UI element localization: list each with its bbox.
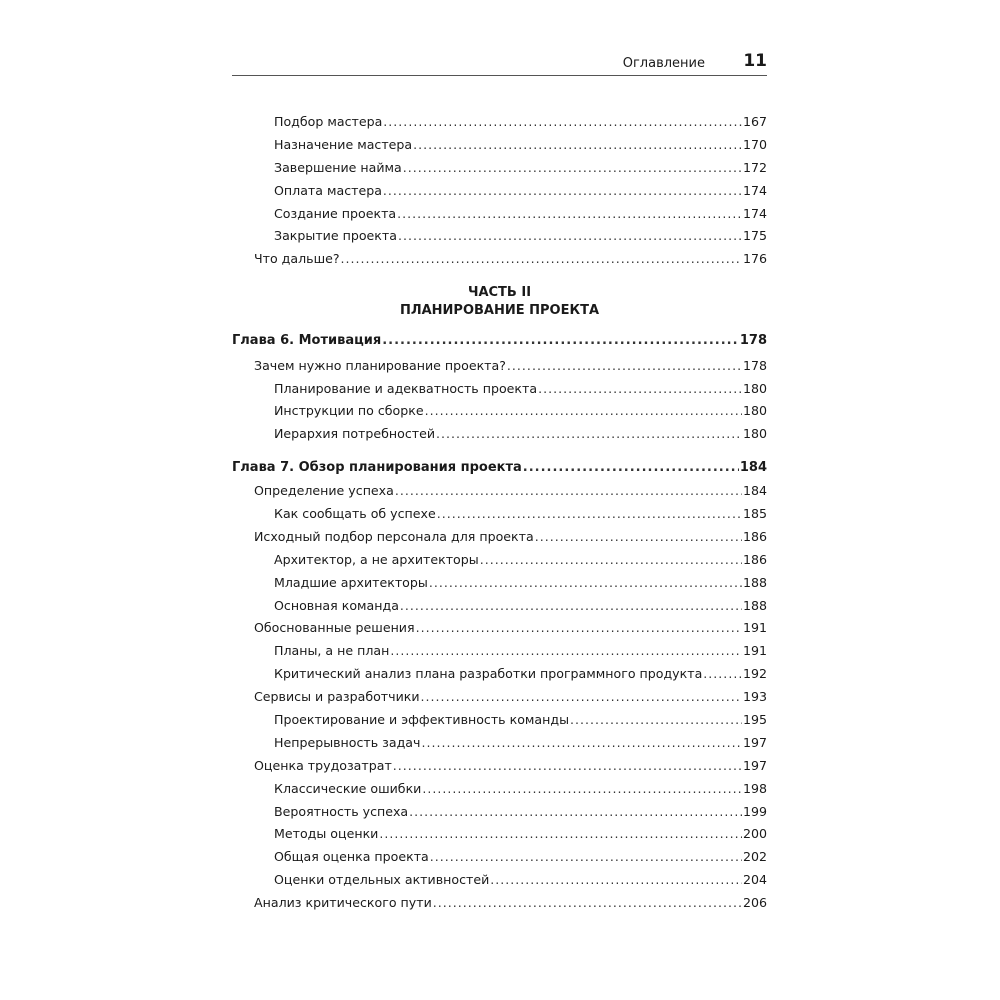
toc-entry-label: Назначение мастера xyxy=(274,136,413,152)
toc-entry-label: Планирование и адекватность проекта xyxy=(274,380,538,396)
toc-entry[interactable] xyxy=(232,686,767,709)
toc-entry-label: Планы, а не план xyxy=(274,643,390,659)
toc-entry-label: Иерархия потребностей xyxy=(274,426,436,442)
toc-entry-label: Архитектор, а не архитекторы xyxy=(274,551,479,567)
toc-entry[interactable] xyxy=(232,572,767,595)
toc-entry-page: 206 xyxy=(742,895,767,911)
dot-leader xyxy=(379,823,742,846)
toc-entry-page: 180 xyxy=(742,403,767,419)
toc-entry-label: Классические ошибки xyxy=(274,780,422,796)
toc-entry-page: 184 xyxy=(739,460,767,476)
toc-entry-page: 174 xyxy=(742,205,767,221)
table-of-contents xyxy=(232,111,767,915)
dot-leader xyxy=(393,755,742,778)
toc-entry-page: 185 xyxy=(742,505,767,521)
dot-leader xyxy=(403,157,742,180)
toc-entry-page: 178 xyxy=(742,357,767,373)
toc-entry-page: 197 xyxy=(742,734,767,750)
toc-list-part xyxy=(232,330,767,915)
toc-chapter-entry[interactable] xyxy=(232,457,767,480)
toc-entry[interactable] xyxy=(232,225,767,248)
toc-entry-page: 200 xyxy=(742,826,767,842)
toc-entry[interactable] xyxy=(232,709,767,732)
dot-leader xyxy=(535,526,742,549)
toc-entry[interactable] xyxy=(232,203,767,226)
toc-entry-label: Глава 7. Обзор планирования проекта xyxy=(232,460,522,476)
toc-entry[interactable] xyxy=(232,595,767,618)
dot-leader xyxy=(416,617,742,640)
dot-leader xyxy=(538,378,742,401)
toc-entry-page: 180 xyxy=(742,426,767,442)
dot-leader xyxy=(383,180,742,203)
toc-entry-label: Сервисы и разработчики xyxy=(254,689,420,705)
dot-leader xyxy=(413,134,742,157)
dot-leader xyxy=(397,203,742,226)
dot-leader xyxy=(703,663,742,686)
toc-entry[interactable] xyxy=(232,640,767,663)
toc-entry[interactable] xyxy=(232,378,767,401)
toc-entry[interactable] xyxy=(232,755,767,778)
toc-entry[interactable] xyxy=(232,801,767,824)
toc-list-top xyxy=(232,111,767,271)
toc-entry-page: 167 xyxy=(742,114,767,129)
toc-entry-page: 198 xyxy=(742,780,767,796)
toc-entry-page: 178 xyxy=(739,333,767,349)
toc-entry[interactable] xyxy=(232,157,767,180)
toc-entry-page: 192 xyxy=(742,666,767,682)
toc-entry-label: Зачем нужно планирование проекта? xyxy=(254,357,506,373)
toc-entry[interactable] xyxy=(232,180,767,203)
dot-leader xyxy=(570,709,742,732)
toc-entry[interactable] xyxy=(232,355,767,378)
toc-entry[interactable] xyxy=(232,400,767,423)
dot-leader xyxy=(430,846,742,869)
toc-entry-label: Методы оценки xyxy=(274,826,379,842)
toc-entry-label: Вероятность успеха xyxy=(274,803,409,819)
toc-entry-label: Непрерывность задач xyxy=(274,734,421,750)
toc-entry-page: 186 xyxy=(742,551,767,567)
toc-entry-label: Обоснованные решения xyxy=(254,620,415,636)
toc-entry[interactable] xyxy=(232,503,767,526)
toc-entry-label: Младшие архитекторы xyxy=(274,574,428,590)
toc-entry-page: 180 xyxy=(742,380,767,396)
toc-entry[interactable] xyxy=(232,892,767,915)
dot-leader xyxy=(480,549,742,572)
part-heading xyxy=(232,284,767,320)
dot-leader xyxy=(390,640,742,663)
dot-leader xyxy=(395,480,742,503)
toc-entry-label: Завершение найма xyxy=(274,159,402,175)
toc-entry-label: Закрытие проекта xyxy=(274,228,397,244)
toc-entry-page: 172 xyxy=(742,159,767,175)
toc-entry-page: 188 xyxy=(742,597,767,613)
toc-entry-page: 184 xyxy=(742,483,767,499)
toc-entry-page: 191 xyxy=(742,643,767,659)
toc-entry-label: Создание проекта xyxy=(274,205,397,221)
toc-entry-label: Оценки отдельных активностей xyxy=(274,872,490,888)
toc-entry[interactable] xyxy=(232,549,767,572)
toc-entry-page: 186 xyxy=(742,528,767,544)
dot-leader xyxy=(382,330,739,353)
toc-entry-page: 188 xyxy=(742,574,767,590)
running-header-title: Оглавление xyxy=(622,56,705,71)
dot-leader xyxy=(507,355,742,378)
toc-entry-label: Критический анализ плана разработки программного продукта xyxy=(274,666,703,682)
toc-entry-label: Проектирование и эффективность команды xyxy=(274,711,570,727)
dot-leader xyxy=(422,778,742,801)
toc-entry[interactable] xyxy=(232,526,767,549)
toc-entry[interactable] xyxy=(232,846,767,869)
toc-entry-label: Анализ критического пути xyxy=(254,895,432,911)
toc-entry-label: Оплата мастера xyxy=(274,182,382,198)
dot-leader xyxy=(429,572,742,595)
toc-entry-page: 195 xyxy=(742,711,767,727)
toc-entry[interactable] xyxy=(232,480,767,503)
toc-entry[interactable] xyxy=(232,823,767,846)
running-header xyxy=(232,50,767,76)
toc-entry-page: 193 xyxy=(742,689,767,705)
toc-entry-page: 197 xyxy=(742,757,767,773)
toc-entry-label: Глава 6. Мотивация xyxy=(232,333,382,349)
toc-entry-label: Оценка трудозатрат xyxy=(254,757,392,773)
dot-leader xyxy=(341,248,742,271)
toc-entry-label: Основная команда xyxy=(274,597,399,613)
dot-leader xyxy=(400,595,742,618)
toc-entry-page: 175 xyxy=(742,228,767,244)
dot-leader xyxy=(421,686,742,709)
toc-entry[interactable] xyxy=(232,134,767,157)
dot-leader xyxy=(523,457,739,480)
toc-entry[interactable] xyxy=(232,248,767,271)
toc-entry[interactable] xyxy=(232,617,767,640)
toc-entry-label: Определение успеха xyxy=(254,483,394,499)
toc-entry-page: 202 xyxy=(742,849,767,865)
toc-entry[interactable] xyxy=(232,778,767,801)
toc-entry[interactable] xyxy=(232,732,767,755)
toc-entry-page: 174 xyxy=(742,182,767,198)
toc-entry-page: 199 xyxy=(742,803,767,819)
dot-leader xyxy=(383,111,742,134)
dot-leader xyxy=(398,225,742,248)
toc-entry[interactable] xyxy=(232,663,767,686)
toc-chapter-entry[interactable] xyxy=(232,330,767,353)
toc-entry[interactable] xyxy=(232,869,767,892)
toc-entry-label: Подбор мастера xyxy=(274,114,383,129)
dot-leader xyxy=(437,503,742,526)
toc-entry-label: Как сообщать об успехе xyxy=(274,505,436,521)
toc-entry-page: 204 xyxy=(742,872,767,888)
dot-leader xyxy=(421,732,741,755)
toc-entry-label: Инструкции по сборке xyxy=(274,403,424,419)
dot-leader xyxy=(425,400,742,423)
dot-leader xyxy=(436,423,742,446)
toc-entry[interactable] xyxy=(232,111,767,134)
dot-leader xyxy=(490,869,742,892)
toc-entry-page: 191 xyxy=(742,620,767,636)
toc-entry-label: Общая оценка проекта xyxy=(274,849,429,865)
dot-leader xyxy=(433,892,742,915)
part-number: ЧАСТЬ II xyxy=(467,285,532,301)
dot-leader xyxy=(409,801,742,824)
toc-entry-label: Что дальше? xyxy=(254,251,340,267)
part-title: ПЛАНИРОВАНИЕ ПРОЕКТА xyxy=(399,303,600,319)
toc-entry-label: Исходный подбор персонала для проекта xyxy=(254,528,534,544)
toc-entry[interactable] xyxy=(232,423,767,446)
toc-entry-page: 176 xyxy=(742,251,767,267)
toc-entry-page: 170 xyxy=(742,136,767,152)
page-number: 11 xyxy=(743,51,767,71)
